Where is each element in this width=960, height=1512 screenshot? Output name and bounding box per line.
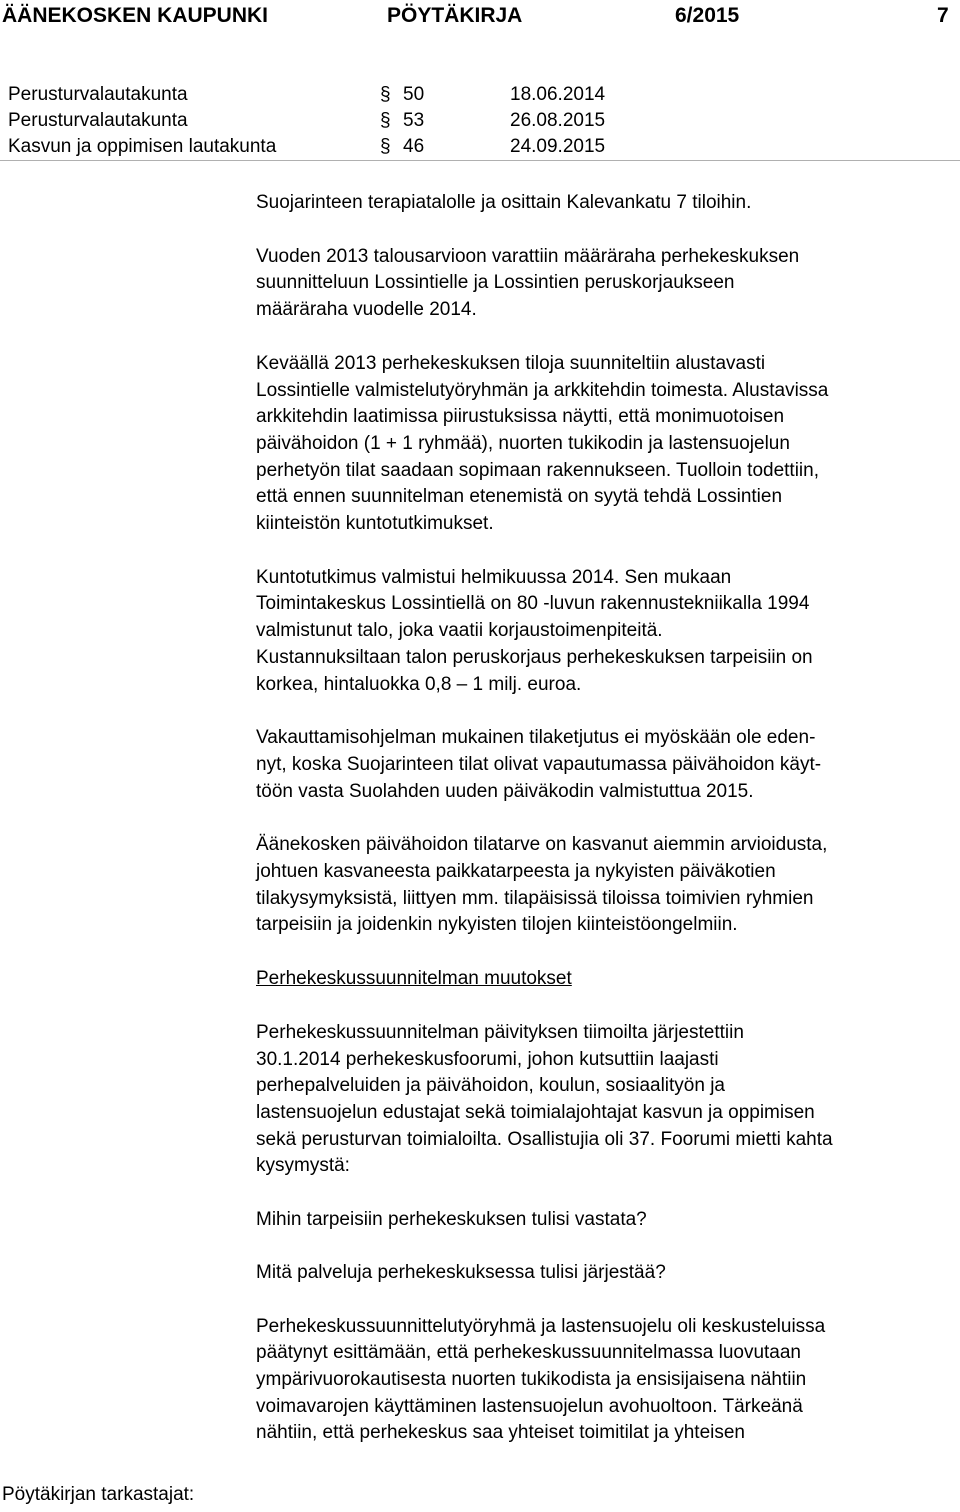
paragraph: Suojarinteen terapiatalolle ja osittain Kalevankatu 7 tiloihin.	[256, 192, 752, 213]
paragraph: Perhekeskussuunnittelutyöryhmä ja lastensuojelu oli keskusteluissa päätynyt esittämään, että perhekeskussuunnitelmassa luovutaan ympärivuorokautisesta nuorten tukikodista ja ensisijaisena nähtiin voimavarojen käyttäminen lastensuojelun avohuoltoon. Tärkeänä nähtiin, että perhekeskus saa yhteiset toimitilat ja yhteisen	[256, 1315, 826, 1444]
paragraph: Keväällä 2013 perhekeskuksen tiloja suunniteltiin alustavasti Lossintielle valmistelutyöryhmän ja arkkitehdin toimesta. Alustavissa arkkitehdin laatimissa piirustuksissa näytti, että monimuotoisen päivähoidon (1 + 1 ryhmää), nuorten tukikodin ja lastensuojelun perhetyön tilat saadaan sopimaan rakennukseen. Tuolloin todettiin, että ennen suunnitelman etenemistä on syytä tehdä Lossintien kiinteistön kuntotutkimukset.	[256, 352, 829, 535]
references-table	[0, 84, 960, 162]
paragraph: Kuntotutkimus valmistui helmikuussa 2014. Sen mukaan Toimintakeskus Lossintiellä on 80 -luvun rakennustekniikalla 1994 valmistunut talo, joka vaatii korjaustoimenpiteitä. Kustannuksiltaan talon peruskorjaus perhekeskuksen tarpeisiin on korkea, hintaluokka 0,8 – 1 milj. euroa.	[256, 566, 813, 695]
reference-number: 53	[403, 110, 425, 131]
reference-number: 46	[403, 136, 425, 157]
section-symbol: §	[380, 84, 391, 105]
section-heading: Perhekeskussuunnitelman muutokset	[256, 968, 572, 990]
paragraph: Vuoden 2013 talousarvioon varattiin määräraha perhekeskuksen suunnitteluun Lossintielle ja Lossintien peruskorjaukseen määräraha vuodelle 2014.	[256, 245, 800, 321]
reference-date: 26.08.2015	[510, 110, 606, 131]
city-name: ÄÄNEKOSKEN KAUPUNKI	[2, 4, 269, 27]
page-number: 7	[937, 4, 949, 27]
footer-label: Pöytäkirjan tarkastajat:	[2, 1484, 195, 1505]
reference-org: Perusturvalautakunta	[8, 84, 188, 105]
document-header	[0, 0, 960, 36]
document-number: 6/2015	[675, 4, 740, 27]
reference-row	[0, 84, 960, 110]
paragraph: Perhekeskussuunnitelman päivityksen tiimoilta järjestettiin 30.1.2014 perhekeskusfoorumi, johon kutsuttiin laajasti perhepalveluiden ja päivähoidon, koulun, sosiaalityön ja lastensuojelun edustajat sekä toimialajohtajat kasvun ja oppimisen sekä perusturvan toimialoilta. Osallistujia oli 37. Foorumi mietti kahta kysymystä:	[256, 1021, 833, 1177]
reference-row	[0, 110, 960, 136]
question: Mihin tarpeisiin perhekeskuksen tulisi vastata?	[256, 1209, 647, 1231]
reference-number: 50	[403, 84, 425, 105]
reference-org: Perusturvalautakunta	[8, 110, 188, 131]
reference-date: 24.09.2015	[510, 136, 606, 157]
references-divider	[0, 160, 960, 161]
reference-row	[0, 136, 960, 162]
question: Mitä palveluja perhekeskuksessa tulisi järjestää?	[256, 1261, 666, 1283]
section-symbol: §	[380, 110, 391, 131]
paragraph: Äänekosken päivähoidon tilatarve on kasvanut aiemmin arvioidusta, johtuen kasvaneesta paikkatarpeesta ja nykyisten päiväkotien tilakysymyksistä, liittyen mm. tilapäisissä tiloissa toimivien ryhmien tarpeisiin ja joidenkin nykyisten tilojen kiinteistöongelmiin.	[256, 834, 828, 936]
reference-org: Kasvun ja oppimisen lautakunta	[8, 136, 277, 157]
document-body	[256, 190, 956, 1447]
section-symbol: §	[380, 136, 391, 157]
document-type: PÖYTÄKIRJA	[387, 4, 523, 27]
paragraph: Vakauttamisohjelman mukainen tilaketjutus ei myöskään ole eden- nyt, koska Suojarinteen tilat olivat vapautumassa päivähoidon käyt- töön vasta Suolahden uuden päiväkodin valmistuttua 2015.	[256, 727, 822, 802]
reference-date: 18.06.2014	[510, 84, 606, 105]
